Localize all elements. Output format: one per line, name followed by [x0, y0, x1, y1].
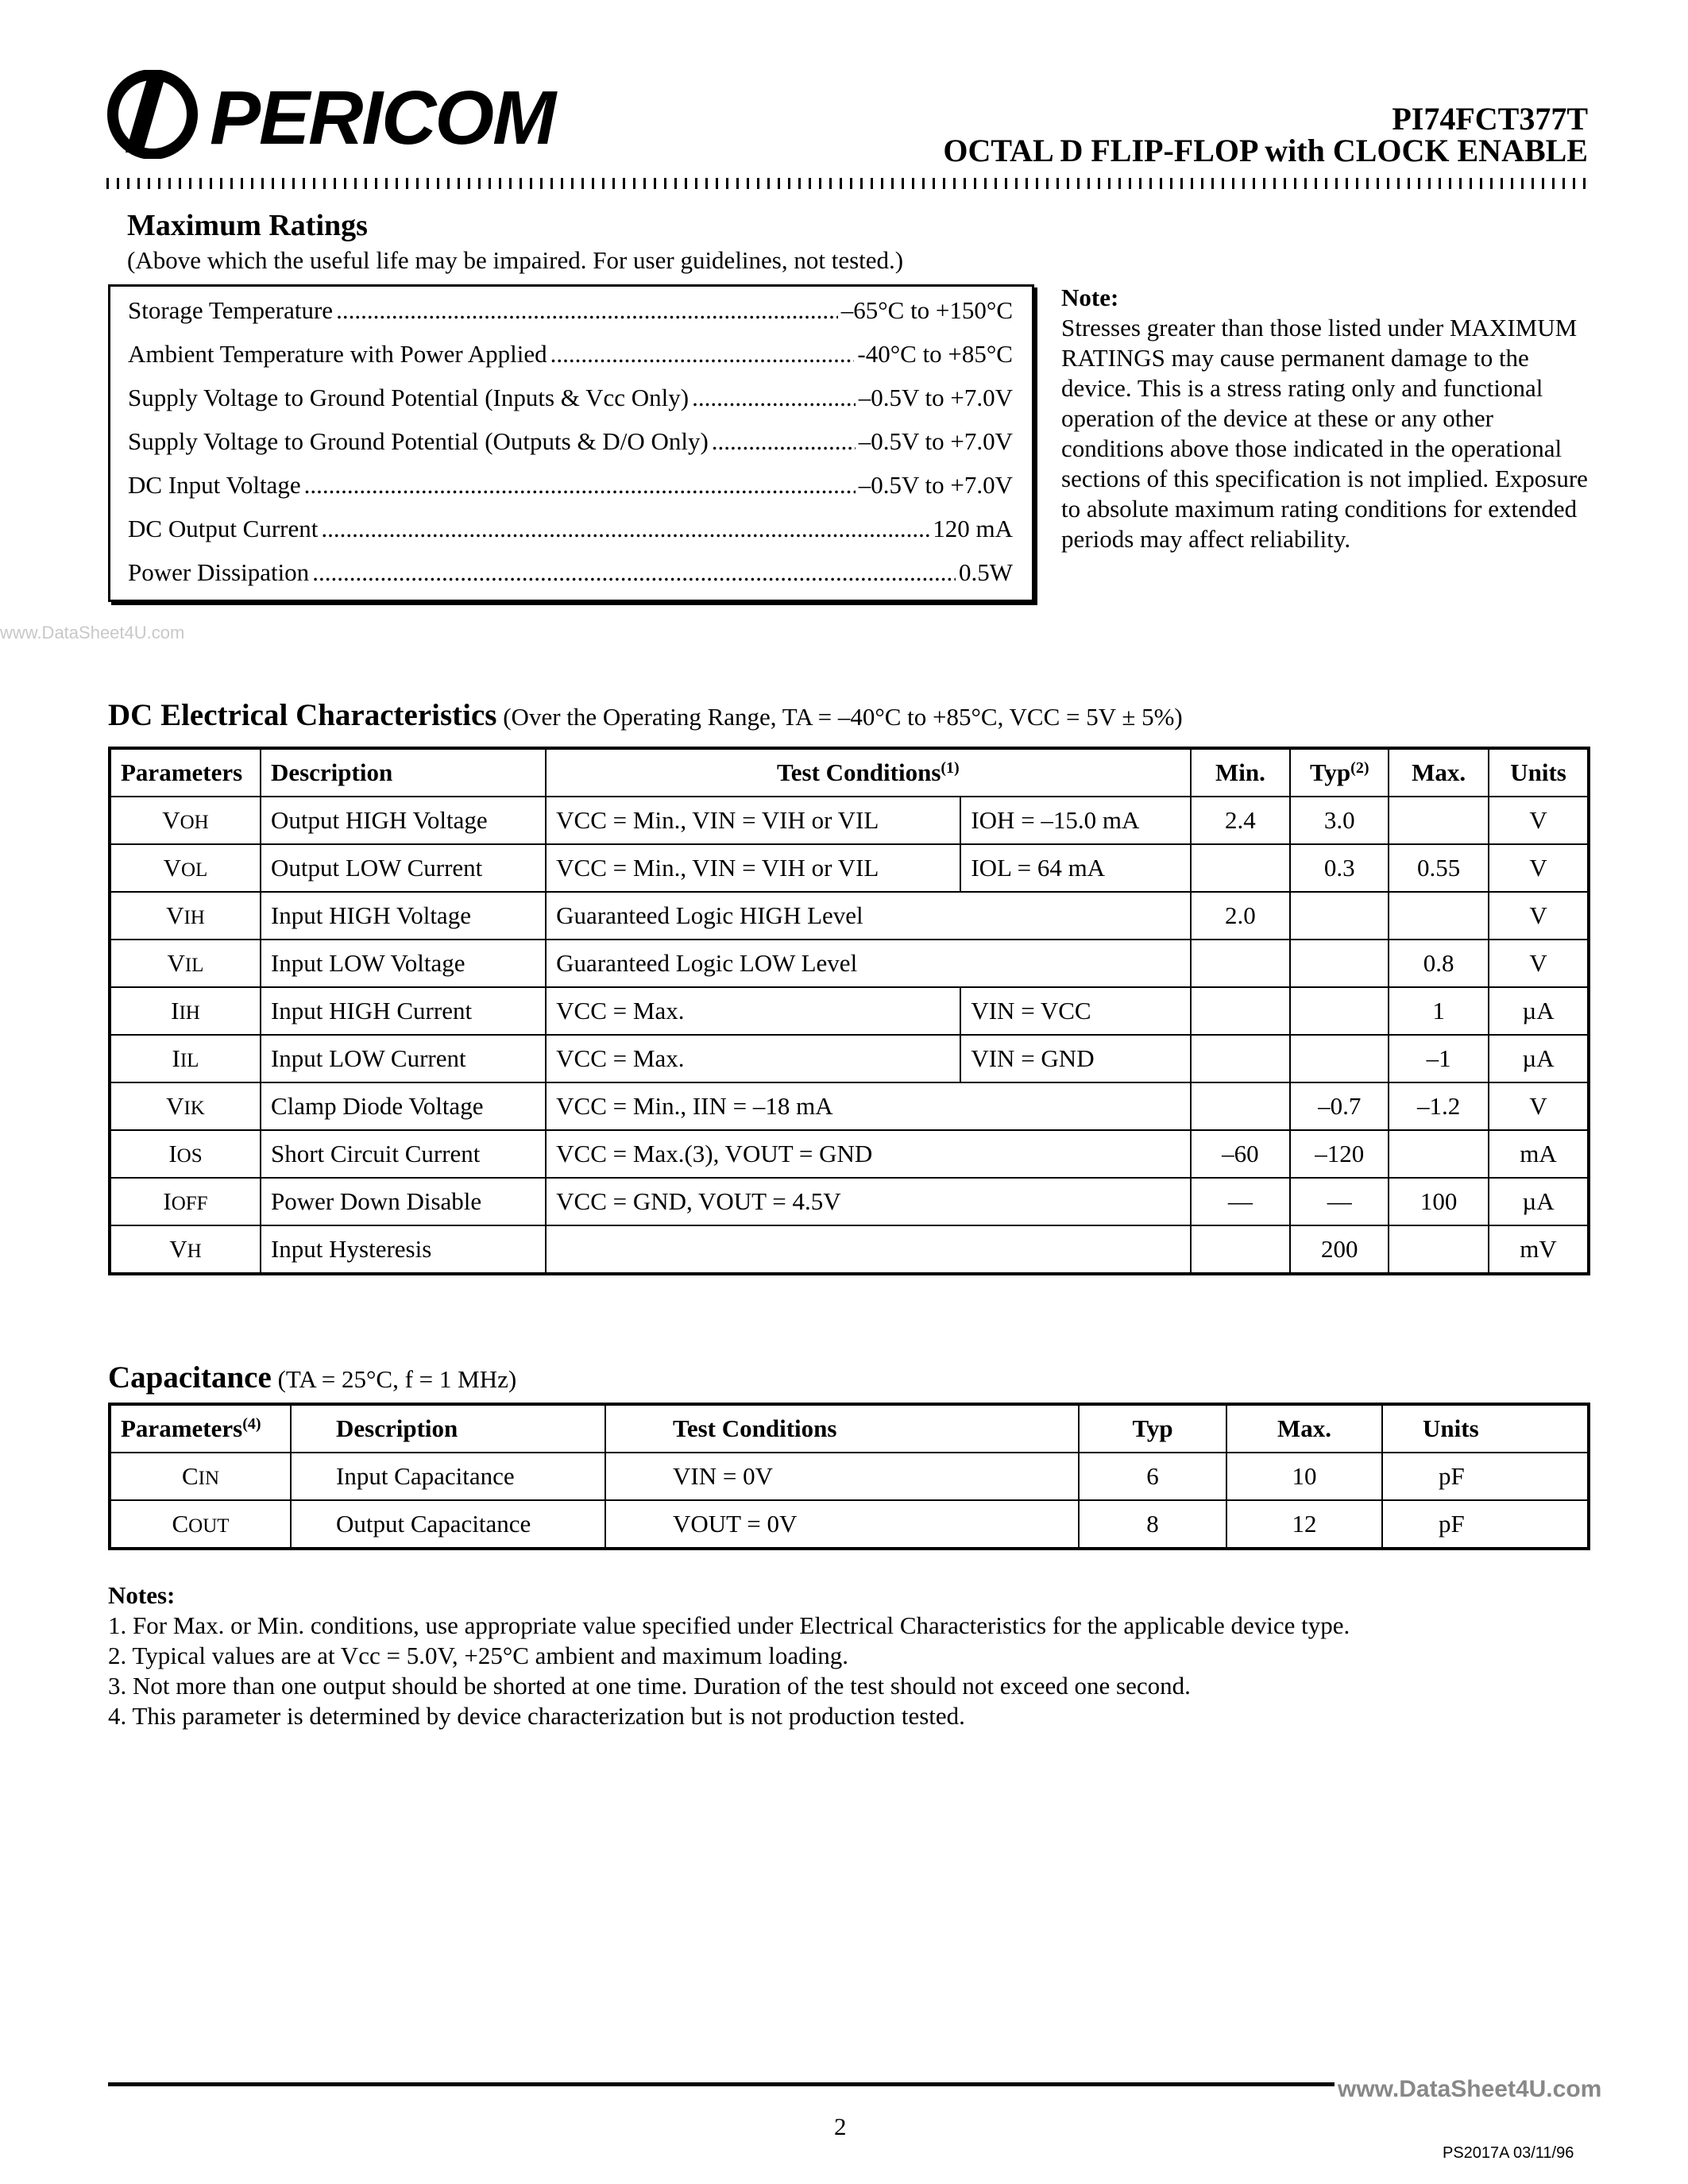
test-condition: VCC = GND, VOUT = 4.5V: [546, 1178, 1190, 1225]
col-header-units: Units: [1489, 748, 1589, 797]
capacitance-table: [108, 1403, 1590, 1550]
test-condition: VCC = Max.(3), VOUT = GND: [546, 1130, 1190, 1178]
param-description: Input LOW Voltage: [261, 940, 546, 987]
param-description: Input HIGH Current: [261, 987, 546, 1035]
capacitance-heading: Capacitance: [108, 1360, 272, 1395]
capacitance-heading-line: [108, 1360, 516, 1395]
test-condition: Guaranteed Logic HIGH Level: [546, 892, 1190, 940]
param-description: Input Capacitance: [291, 1453, 605, 1500]
rating-row: [128, 558, 1013, 595]
max-value: –1.2: [1389, 1082, 1489, 1130]
param-symbol: VIH: [110, 892, 261, 940]
col-header-parameters: Parameters$^{(4)}$: [110, 1404, 291, 1453]
units-value: µA: [1489, 1035, 1589, 1082]
col-header-description: Description: [291, 1404, 605, 1453]
typ-value: —: [1290, 1178, 1389, 1225]
min-value: –60: [1191, 1130, 1291, 1178]
dc-range: (Over the Operating Range, TA = –40°C to +85°C, VCC = 5V ± 5%): [503, 703, 1183, 731]
page-number: 2: [834, 2113, 847, 2140]
rating-value: –65°C to +150°C: [840, 296, 1013, 324]
stress-note: [1061, 283, 1601, 554]
units-value: V: [1489, 797, 1589, 844]
note-item: 1. For Max. or Min. conditions, use appropriate value specified under Electrical Characteristics for the applicable device type.: [108, 1611, 1350, 1639]
param-description: Input LOW Current: [261, 1035, 546, 1082]
test-condition: VCC = Min., VIN = VIH or VIL: [546, 797, 960, 844]
brand-name: PERICOM: [210, 75, 555, 160]
units-value: V: [1489, 1082, 1589, 1130]
col-header-min: Min.: [1191, 748, 1291, 797]
param-symbol: IOS: [110, 1130, 261, 1178]
footer-watermark: www.DataSheet4U.com: [1335, 2076, 1605, 2103]
param-description: Output Capacitance: [291, 1500, 605, 1549]
param-description: Clamp Diode Voltage: [261, 1082, 546, 1130]
max-value: 0.55: [1389, 844, 1489, 892]
typ-value: [1290, 940, 1389, 987]
capacitance-conditions: (TA = 25°C, f = 1 MHz): [277, 1365, 517, 1393]
max-value: –1: [1389, 1035, 1489, 1082]
rating-label: DC Output Current: [128, 515, 319, 542]
min-value: 2.4: [1191, 797, 1291, 844]
min-value: [1191, 940, 1291, 987]
col-header-typ: Typ: [1079, 1404, 1226, 1453]
units-value: µA: [1489, 1178, 1589, 1225]
dc-characteristics-table: [108, 747, 1590, 1275]
max-ratings-box: [108, 284, 1034, 602]
max-value: 1: [1389, 987, 1489, 1035]
table-row: [110, 797, 1589, 844]
table-row: [110, 1082, 1589, 1130]
test-condition-2: VIN = GND: [960, 1035, 1190, 1082]
min-value: [1191, 844, 1291, 892]
col-header-max: Max.: [1226, 1404, 1382, 1453]
rating-row: [128, 384, 1013, 420]
param-symbol: COUT: [110, 1500, 291, 1549]
table-row: [110, 1130, 1589, 1178]
param-symbol: VIK: [110, 1082, 261, 1130]
min-value: 2.0: [1191, 892, 1291, 940]
pericom-logo: [106, 70, 559, 159]
test-condition: VIN = 0V: [605, 1453, 1079, 1500]
units-value: mV: [1489, 1225, 1589, 1274]
units-value: V: [1489, 844, 1589, 892]
rating-value: -40°C to +85°C: [857, 340, 1013, 368]
param-symbol: VH: [110, 1225, 261, 1274]
max-ratings-subtitle: (Above which the useful life may be impaired. For user guidelines, not tested.): [127, 246, 904, 274]
part-number: PI74FCT377T: [1392, 101, 1588, 137]
rating-label: Power Dissipation: [128, 558, 310, 586]
max-value: 0.8: [1389, 940, 1489, 987]
notes-section: [108, 1580, 1601, 1731]
pericom-logo-icon: [106, 70, 202, 159]
param-symbol: IIH: [110, 987, 261, 1035]
col-header-parameters: Parameters: [110, 748, 261, 797]
max-value: 100: [1389, 1178, 1489, 1225]
param-description: Power Down Disable: [261, 1178, 546, 1225]
rating-value: 120 mA: [933, 515, 1013, 542]
typ-value: 0.3: [1290, 844, 1389, 892]
max-value: 12: [1226, 1500, 1382, 1549]
typ-value: 8: [1079, 1500, 1226, 1549]
test-condition-2: VIN = VCC: [960, 987, 1190, 1035]
rating-label: Supply Voltage to Ground Potential (Outputs & D/O Only): [128, 427, 709, 455]
stress-note-text: Stresses greater than those listed under MAXIMUM RATINGS may cause permanent damage to the device. This is a stress rating only and functional operation of the device at these or any other conditions above those indicated in the operational sections of this specification is not implied. Exposure to absolute maximum rating conditions for extended periods may affect reliability.: [1061, 314, 1588, 553]
test-condition: VOUT = 0V: [605, 1500, 1079, 1549]
table-row: [110, 1225, 1589, 1274]
param-description: Input Hysteresis: [261, 1225, 546, 1274]
max-value: 10: [1226, 1453, 1382, 1500]
typ-value: [1290, 987, 1389, 1035]
param-description: Output HIGH Voltage: [261, 797, 546, 844]
max-value: [1389, 1130, 1489, 1178]
stress-note-heading: Note:: [1061, 284, 1119, 311]
watermark-left: www.DataSheet4U.com: [0, 623, 185, 642]
units-value: µA: [1489, 987, 1589, 1035]
param-symbol: IOFF: [110, 1178, 261, 1225]
units-value: V: [1489, 940, 1589, 987]
typ-value: –0.7: [1290, 1082, 1389, 1130]
col-header-description: Description: [261, 748, 546, 797]
rating-value: –0.5V to +7.0V: [858, 427, 1013, 455]
col-header-test-conditions: Test Conditions$^{(1)}$: [546, 748, 1190, 797]
min-value: —: [1191, 1178, 1291, 1225]
rating-value: –0.5V to +7.0V: [858, 384, 1013, 411]
table-row: [110, 1178, 1589, 1225]
rating-label: Ambient Temperature with Power Applied: [128, 340, 547, 368]
units-value: V: [1489, 892, 1589, 940]
typ-value: 6: [1079, 1453, 1226, 1500]
col-header-max: Max.: [1389, 748, 1489, 797]
table-row: [110, 987, 1589, 1035]
max-ratings-heading: Maximum Ratings: [127, 209, 368, 242]
param-symbol: VIL: [110, 940, 261, 987]
test-condition-2: IOL = 64 mA: [960, 844, 1190, 892]
rating-row: [128, 427, 1013, 464]
test-condition: VCC = Min., IIN = –18 mA: [546, 1082, 1190, 1130]
min-value: [1191, 1082, 1291, 1130]
header-dashed-rule: [106, 178, 1589, 189]
test-condition: VCC = Min., VIN = VIH or VIL: [546, 844, 960, 892]
rating-row: [128, 340, 1013, 376]
table-header-row: [110, 748, 1589, 797]
test-condition: [546, 1225, 1190, 1274]
rating-row: [128, 296, 1013, 333]
test-condition: Guaranteed Logic LOW Level: [546, 940, 1190, 987]
min-value: [1191, 1225, 1291, 1274]
max-value: [1389, 1225, 1489, 1274]
rating-label: Supply Voltage to Ground Potential (Inputs & Vcc Only): [128, 384, 689, 411]
col-header-typ: Typ$^{(2)}$: [1290, 748, 1389, 797]
note-item: 2. Typical values are at Vcc = 5.0V, +25°C ambient and maximum loading.: [108, 1642, 848, 1669]
param-symbol: CIN: [110, 1453, 291, 1500]
param-description: Short Circuit Current: [261, 1130, 546, 1178]
table-row: [110, 1500, 1589, 1549]
param-symbol: VOL: [110, 844, 261, 892]
rating-row: [128, 515, 1013, 551]
typ-value: –120: [1290, 1130, 1389, 1178]
units-value: pF: [1382, 1453, 1589, 1500]
table-row: [110, 844, 1589, 892]
typ-value: 3.0: [1290, 797, 1389, 844]
param-description: Input HIGH Voltage: [261, 892, 546, 940]
col-header-units: Units: [1382, 1404, 1589, 1453]
note-item: 3. Not more than one output should be shorted at one time. Duration of the test should not exceed one second.: [108, 1672, 1191, 1700]
typ-value: 200: [1290, 1225, 1389, 1274]
rating-value: –0.5V to +7.0V: [858, 471, 1013, 499]
table-row: [110, 1035, 1589, 1082]
test-condition: VCC = Max.: [546, 987, 960, 1035]
note-item: 4. This parameter is determined by device characterization but is not production tested.: [108, 1702, 965, 1730]
dc-heading-line: [108, 697, 1183, 733]
dc-heading: DC Electrical Characteristics: [108, 698, 497, 732]
rating-label: DC Input Voltage: [128, 471, 301, 499]
rating-label: Storage Temperature: [128, 296, 334, 324]
rating-row: [128, 471, 1013, 507]
units-value: pF: [1382, 1500, 1589, 1549]
test-condition: VCC = Max.: [546, 1035, 960, 1082]
test-condition-2: IOH = –15.0 mA: [960, 797, 1190, 844]
table-header-row: [110, 1404, 1589, 1453]
typ-value: [1290, 1035, 1389, 1082]
min-value: [1191, 1035, 1291, 1082]
document-title: OCTAL D FLIP-FLOP with CLOCK ENABLE: [943, 133, 1588, 168]
table-row: [110, 1453, 1589, 1500]
notes-heading: Notes:: [108, 1581, 176, 1609]
col-header-test-conditions: Test Conditions: [605, 1404, 1079, 1453]
document-number: PS2017A 03/11/96: [1443, 2144, 1574, 2162]
typ-value: [1290, 892, 1389, 940]
rating-value: 0.5W: [958, 558, 1013, 586]
units-value: mA: [1489, 1130, 1589, 1178]
max-value: [1389, 797, 1489, 844]
min-value: [1191, 987, 1291, 1035]
param-description: Output LOW Current: [261, 844, 546, 892]
table-row: [110, 940, 1589, 987]
table-row: [110, 892, 1589, 940]
param-symbol: VOH: [110, 797, 261, 844]
param-symbol: IIL: [110, 1035, 261, 1082]
max-value: [1389, 892, 1489, 940]
